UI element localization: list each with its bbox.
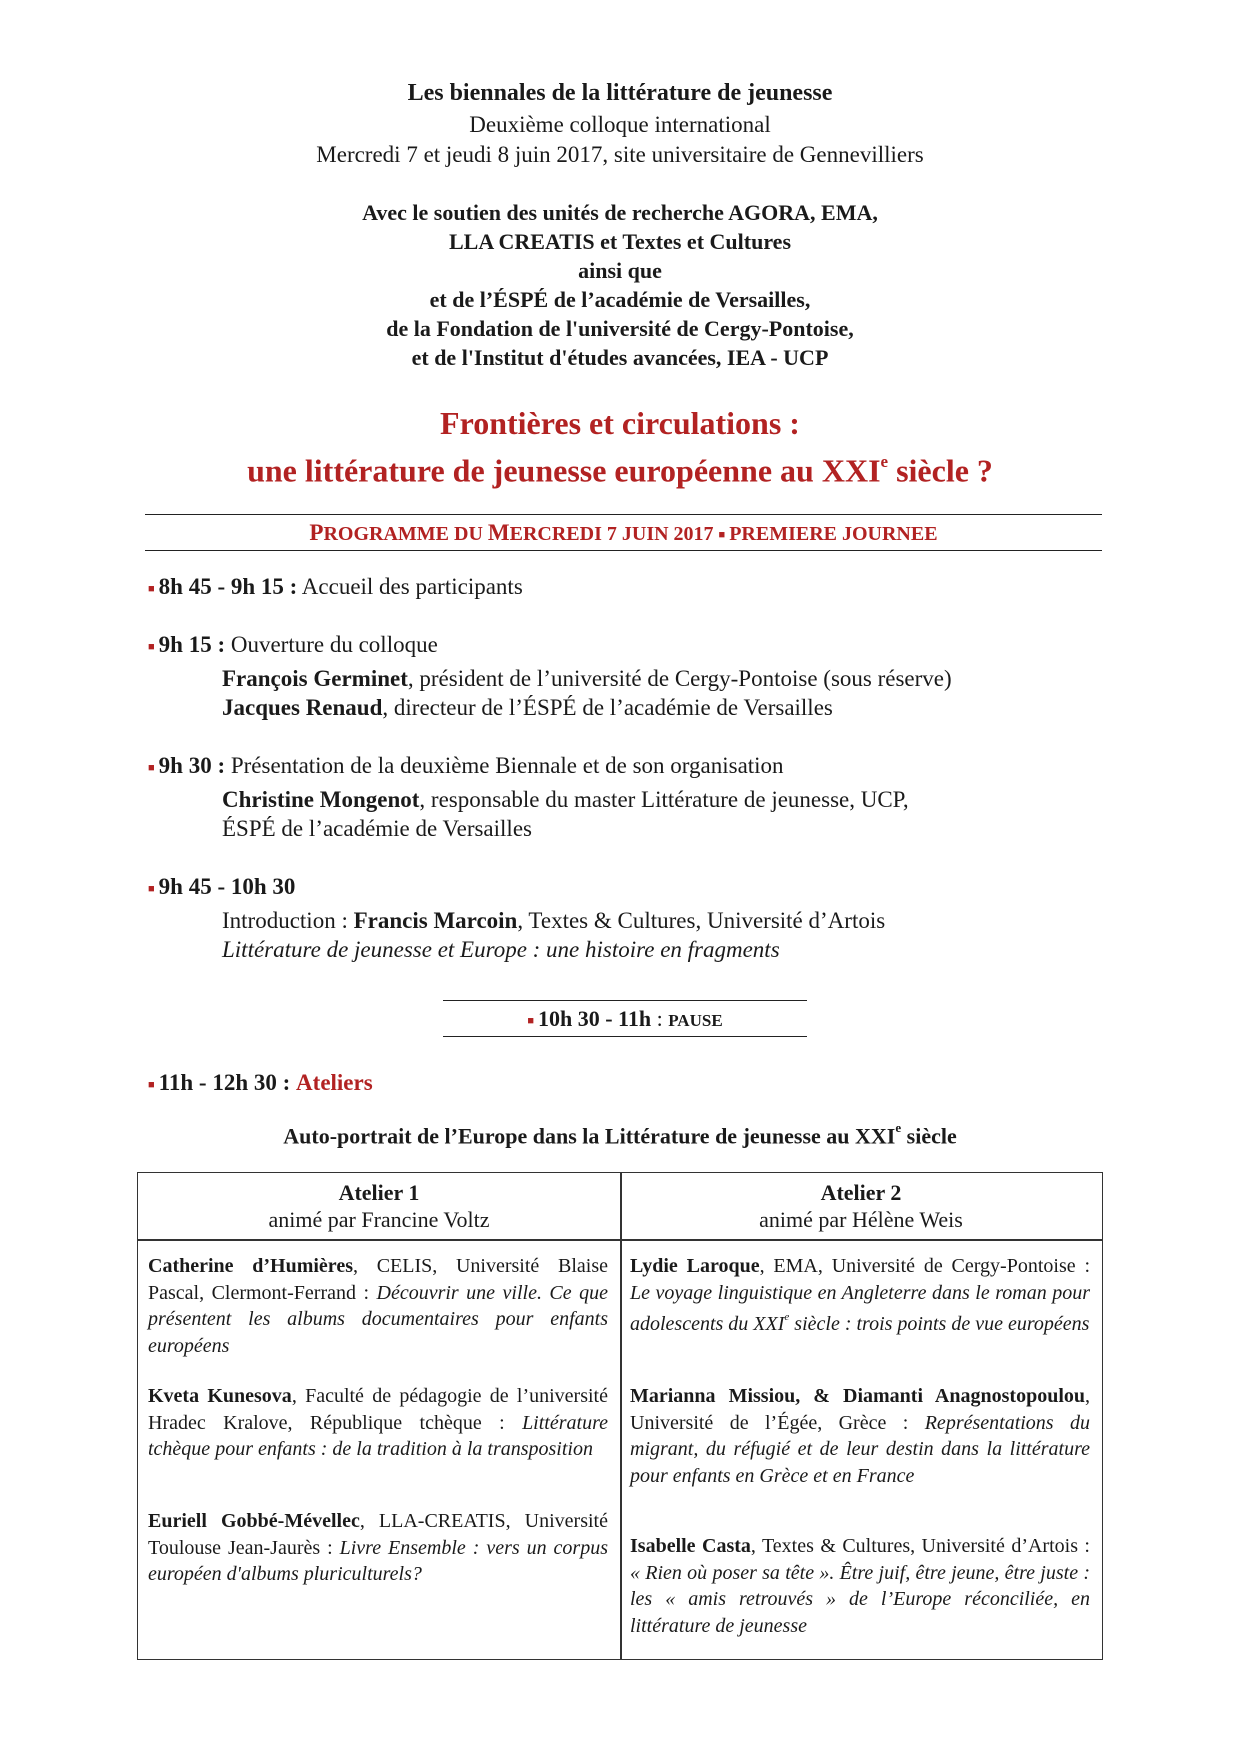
- ateliers-heading: [0, 1116, 1240, 1150]
- ateliers-heading-end: siècle: [901, 1123, 957, 1149]
- programme-date: ERCREDI 7 JUIN 2017: [509, 523, 714, 545]
- programme-label: ROGRAMME DU: [323, 523, 488, 545]
- pause-label: PAUSE: [668, 1011, 723, 1030]
- talk-title-text: [630, 1282, 1090, 1335]
- talk-title-text: Découvrir une ville. Ce que présentent les albums documentaires pour enfants européens: [148, 1281, 609, 1357]
- presenter-name: Kveta Kunesova: [148, 1385, 292, 1407]
- presenter-affiliation: , Faculté de pédagogie de l’université Hradec Kralove, République tchèque :: [148, 1385, 608, 1434]
- speaker-prefix: Introduction :: [222, 908, 354, 933]
- header-divider: [138, 1239, 1102, 1241]
- item-time: 11h - 12h 30 :: [158, 1070, 291, 1095]
- bullet-square-icon: ■: [148, 762, 155, 774]
- atelier-2-entry: [630, 1253, 1090, 1337]
- schedule-item: [148, 630, 438, 664]
- atelier-1-header: [138, 1179, 620, 1233]
- theme-superscript: e: [880, 452, 889, 471]
- speaker-role: , directeur de l’ÉSPÉ de l’académie de Versailles: [382, 695, 833, 720]
- presenter-affiliation: , Textes & Cultures, Université d’Artois :: [750, 1535, 1090, 1557]
- bullet-square-icon: ■: [148, 583, 155, 595]
- talk-title-text: « Rien où poser sa tête ». Être juif, être jeune, être juste : les « amis retrouvés » de l’Europe réconciliée, en littérature de jeunesse: [630, 1561, 1090, 1637]
- bullet-square-icon: ■: [148, 883, 155, 895]
- programme-day-label: PREMIERE JOURNEE: [729, 523, 938, 545]
- presenter-affiliation: , LLA-CREATIS, Université Toulouse Jean-Jaurès :: [148, 1510, 608, 1559]
- support-line: Avec le soutien des unités de recherche AGORA, EMA,: [362, 200, 878, 225]
- presenter-affiliation: , Université de l’Égée, Grèce :: [630, 1385, 1090, 1434]
- atelier-1-entry: [148, 1508, 608, 1588]
- pause-separator: :: [651, 1006, 669, 1031]
- ateliers-table: [137, 1172, 1103, 1660]
- theme-line-2-text: une littérature de jeunesse européenne au XXI: [247, 452, 881, 489]
- support-line: LLA CREATIS et Textes et Cultures: [448, 229, 792, 254]
- item-time: 9h 15 :: [158, 632, 226, 657]
- presenter-name: Lydie Laroque: [630, 1255, 760, 1277]
- pause-time: 10h 30 - 11h: [537, 1006, 652, 1031]
- bullet-square-icon: ■: [718, 529, 726, 541]
- day-initial: M: [487, 520, 510, 545]
- item-text: Ouverture du colloque: [225, 632, 438, 657]
- item-time: 9h 45 - 10h 30: [158, 874, 296, 899]
- atelier-1-entry: [148, 1253, 608, 1359]
- atelier-2-header: [620, 1179, 1102, 1233]
- item-text: Accueil des participants: [297, 574, 523, 599]
- atelier-1-entry: [148, 1383, 608, 1463]
- atelier-2-host: animé par Hélène Weis: [759, 1207, 963, 1232]
- title-superscript: e: [784, 1311, 790, 1323]
- support-line: et de l'Institut d'études avancées, IEA - UCP: [411, 345, 829, 370]
- support-line: ainsi que: [578, 258, 662, 283]
- atelier-1-title: Atelier 1: [338, 1180, 420, 1205]
- presenter-name: Euriell Gobbé-Mévellec: [148, 1510, 360, 1532]
- speaker-role: , président de l’université de Cergy-Pontoise (sous réserve): [407, 666, 952, 691]
- schedule-item: [148, 872, 295, 906]
- presenter-affiliation: , CELIS, Université Blaise Pascal, Clermont-Ferrand :: [148, 1255, 608, 1304]
- talk-title-text: Littérature de jeunesse et Europe : une histoire en fragments: [222, 937, 780, 962]
- event-date-place: Mercredi 7 et jeudi 8 juin 2017, site universitaire de Gennevilliers: [316, 142, 924, 167]
- speaker-line: [222, 693, 833, 722]
- support-block: [0, 198, 1240, 372]
- talk-title-text: Représentations du migrant, du réfugié et de leur destin dans la littérature pour enfants en Grèce et en France: [630, 1411, 1090, 1487]
- ateliers-label: Ateliers: [296, 1070, 373, 1095]
- schedule-item: [148, 1068, 373, 1102]
- heading-superscript: e: [895, 1120, 902, 1135]
- column-divider: [620, 1173, 622, 1659]
- theme-line-1: Frontières et circulations :: [440, 405, 800, 441]
- speaker-role: , responsable du master Littérature de jeunesse, UCP,: [419, 787, 909, 812]
- support-line: et de l’ÉSPÉ de l’académie de Versailles,: [429, 287, 811, 312]
- programme-initial: P: [309, 520, 324, 545]
- atelier-1-host: animé par Francine Voltz: [268, 1207, 490, 1232]
- talk-title-text: Livre Ensemble : vers un corpus européen d'albums pluriculturels?: [148, 1536, 608, 1585]
- event-title: Les biennales de la littérature de jeunesse: [407, 80, 833, 106]
- presenter-name: Marianna Missiou, & Diamanti Anagnostopoulou: [630, 1385, 1085, 1407]
- pause-banner: [443, 1000, 807, 1037]
- bullet-square-icon: ■: [148, 641, 155, 653]
- atelier-2-title: Atelier 2: [820, 1180, 902, 1205]
- speaker-line: [222, 906, 885, 935]
- talk-title-part: Le voyage linguistique en Angleterre dans le roman pour adolescents du XXI: [630, 1281, 1090, 1335]
- speaker-name: Christine Mongenot: [222, 787, 420, 812]
- speaker-role: , Textes & Cultures, Université d’Artois: [517, 908, 886, 933]
- item-text: Présentation de la deuxième Biennale et de son organisation: [225, 753, 784, 778]
- schedule-item: [148, 572, 523, 606]
- speaker-line: [222, 664, 952, 693]
- atelier-2-entry: [630, 1533, 1090, 1639]
- support-line: de la Fondation de l'université de Cergy-Pontoise,: [386, 316, 854, 341]
- presenter-affiliation: , EMA, Université de Cergy-Pontoise :: [759, 1255, 1090, 1277]
- presenter-name: Isabelle Casta: [630, 1535, 751, 1557]
- speaker-name: Francis Marcoin: [353, 908, 518, 933]
- programme-banner: [145, 514, 1102, 551]
- item-time: 8h 45 - 9h 15 :: [158, 574, 298, 599]
- speaker-line: [222, 785, 909, 814]
- presenter-name: Catherine d’Humières: [148, 1255, 353, 1277]
- talk-title: [222, 935, 780, 964]
- speaker-name: Jacques Renaud: [222, 695, 383, 720]
- theme-line-2-end: siècle ?: [888, 452, 993, 489]
- talk-title-text: Littérature tchèque pour enfants : de la tradition à la transposition: [148, 1411, 608, 1460]
- bullet-square-icon: ■: [527, 1015, 534, 1027]
- speaker-line: ÉSPÉ de l’académie de Versailles: [222, 816, 532, 841]
- item-time: 9h 30 :: [158, 753, 226, 778]
- colloquium-theme: [0, 402, 1240, 492]
- ateliers-heading-text: Auto-portrait de l’Europe dans la Littérature de jeunesse au XXI: [283, 1123, 896, 1149]
- talk-title-part: siècle : trois points de vue européens: [789, 1312, 1090, 1335]
- bullet-square-icon: ■: [148, 1079, 155, 1091]
- schedule-item: [148, 751, 784, 785]
- event-subtitle: Deuxième colloque international: [469, 112, 771, 137]
- atelier-2-entry: [630, 1383, 1090, 1489]
- theme-line-2: [0, 444, 1240, 492]
- speaker-name: François Germinet: [222, 666, 408, 691]
